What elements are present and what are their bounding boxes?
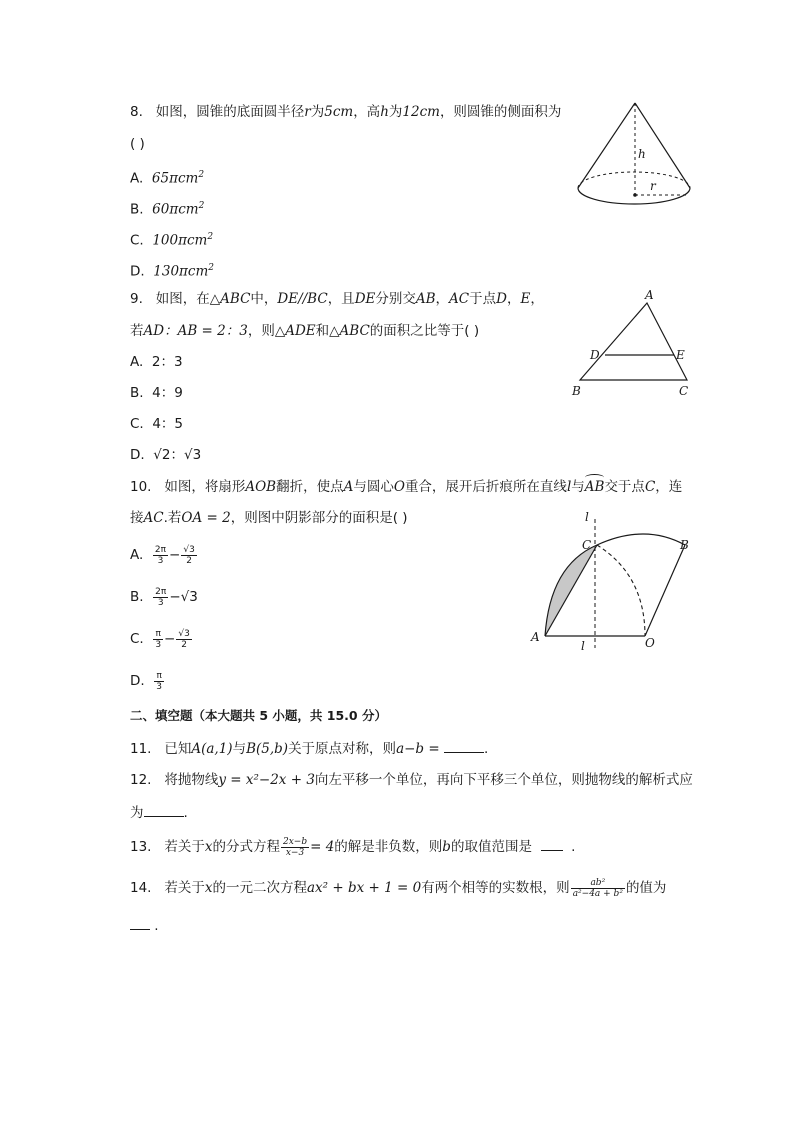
q14-answer-blank[interactable] [130, 916, 150, 930]
q9-text: ，且 [327, 291, 355, 307]
q10-option-c[interactable] [130, 628, 193, 650]
fraction-den: 3 [155, 639, 162, 650]
label-o: O [645, 636, 655, 650]
cone-center-dot [633, 193, 637, 197]
option-label: C. [130, 232, 144, 249]
q9-math: △ADE [274, 323, 316, 339]
q9-math: AC [449, 291, 470, 307]
fraction [176, 629, 191, 650]
q9-math: △ABC [209, 291, 251, 307]
q13-stem [130, 835, 575, 859]
fraction-den: 3 [157, 597, 164, 608]
label-h: h [638, 147, 646, 161]
q9-text: ， [506, 291, 521, 307]
q8-option-b[interactable] [130, 197, 204, 219]
q11-text: 关于原点对称，则 [288, 741, 397, 757]
fraction [154, 671, 164, 692]
fraction-den: 2 [181, 639, 187, 650]
q10-math: AOB [245, 479, 277, 495]
option-value: 100πcm [152, 232, 208, 249]
option-value: 4：5 [152, 416, 183, 432]
cone-edge-left [578, 103, 635, 188]
q10-number: 10. [130, 479, 152, 495]
q10-math: O [393, 479, 405, 495]
q8-option-d[interactable] [130, 259, 214, 281]
q9-text: 如图，在 [155, 291, 210, 307]
q11-text: 已知 [164, 741, 192, 757]
triangle-abc [580, 303, 687, 380]
operator: − [164, 631, 176, 647]
q8-text: 为 [388, 104, 403, 120]
folded-arc [597, 545, 645, 636]
triangle-figure [565, 285, 700, 400]
q10-option-b[interactable] [130, 586, 198, 608]
fraction-num: ab² [571, 878, 625, 889]
cone-figure [570, 95, 700, 220]
q9-text: 和 [315, 323, 330, 339]
option-label: B. [130, 385, 144, 401]
option-value: 4：9 [152, 385, 183, 401]
q11-number: 11. [130, 741, 152, 757]
q9-text: 于点 [469, 291, 497, 307]
q12-stem-line1 [130, 771, 693, 789]
sector-figure [525, 505, 700, 655]
q13-text: 的解是非负数，则 [334, 839, 443, 855]
option-value: 130πcm [153, 263, 209, 280]
q9-math: E [520, 291, 531, 307]
q11-math: B(5,b) [246, 741, 289, 757]
q13-math: b [442, 839, 451, 855]
q8-h-value: 12cm [402, 104, 440, 120]
q10-text: 翻折，使点 [276, 479, 344, 495]
q13-text: . [571, 839, 576, 855]
q10-text: 如图，将扇形 [164, 479, 246, 495]
option-label: C. [130, 631, 144, 647]
label-a: A [645, 288, 654, 302]
fraction-den: 3 [157, 555, 164, 566]
q8-var-h: h [380, 104, 389, 120]
q12-text: . [183, 805, 188, 821]
q10-math: C [644, 479, 656, 495]
q9-math: D [496, 291, 507, 307]
label-b: B [572, 384, 581, 398]
q14-math: ax² + bx + 1 = 0 [306, 880, 422, 896]
q11-text: . [483, 741, 489, 757]
q13-text: 若关于 [164, 839, 205, 855]
q10-text: 重合，展开后折痕所在直线 [404, 479, 567, 495]
fraction-num: π [154, 671, 164, 682]
q9-math: AD：AB = 2：3 [143, 323, 248, 339]
q11-math: A(a,1) [191, 741, 233, 757]
option-exponent: 2 [198, 201, 205, 211]
q9-stem-line1 [130, 290, 544, 308]
option-value: 60πcm [152, 201, 199, 218]
q8-paren: ( ) [130, 136, 145, 152]
q8-text: 为 [310, 104, 325, 120]
operator: − [169, 547, 181, 563]
option-label: C. [130, 416, 144, 432]
label-d: D [590, 348, 600, 362]
fraction [571, 878, 625, 899]
q9-option-c[interactable] [130, 415, 183, 433]
fraction-num: 2x−b [282, 836, 308, 847]
fraction [153, 587, 168, 608]
label-a: A [531, 630, 540, 644]
fraction [181, 545, 196, 566]
q8-r-value: 5cm [324, 104, 354, 120]
q10-arc-ab: AB [584, 479, 605, 495]
q14-text: 若关于 [164, 880, 205, 896]
q10-math: A [343, 479, 354, 495]
q9-option-d[interactable] [130, 446, 201, 464]
q12-math: y = x²−2x + 3 [218, 772, 315, 788]
q12-text: 向左平移一个单位，再向下平移三个单位，则抛物线的解析式应 [314, 772, 693, 788]
option-label: A. [130, 354, 144, 370]
q10-text: ，连 [655, 479, 683, 495]
option-label: A. [130, 170, 144, 187]
q8-text: ，则圆锥的侧面积为 [439, 104, 562, 120]
q13-math: x [204, 839, 213, 855]
q13-math: = 4 [310, 839, 335, 855]
label-c: C [582, 538, 592, 552]
q8-stem [130, 103, 561, 121]
q9-number: 9. [130, 291, 143, 307]
q8-text: 如图，圆锥的底面圆半径 [155, 104, 305, 120]
fraction-den: a²−4a + b² [572, 888, 623, 899]
q11-text: 与 [232, 741, 247, 757]
q14-math: x [204, 880, 213, 896]
option-value: 65πcm [151, 170, 199, 187]
label-r: r [650, 179, 656, 193]
q8-number: 8. [130, 104, 143, 120]
fraction-num: 2π [154, 544, 167, 555]
q12-text: 为 [130, 805, 144, 821]
q12-text: 将抛物线 [164, 772, 219, 788]
option-label: D. [130, 447, 145, 463]
section-title: 二、填空题（本大题共 5 小题，共 15.0 分） [130, 708, 387, 723]
q9-text: ，则 [247, 323, 275, 339]
q13-number: 13. [130, 839, 152, 855]
segment-ob [645, 545, 685, 636]
fraction-den: x−3 [285, 847, 305, 858]
cone-base-back [578, 172, 690, 188]
q13-text: 的分式方程 [212, 839, 280, 855]
q14-text: 的值为 [625, 880, 667, 896]
q12-stem-line2 [130, 803, 188, 822]
fraction-num: π [153, 629, 163, 640]
q13-answer-blank[interactable] [541, 837, 563, 851]
option-exponent: 2 [208, 263, 215, 273]
q13-text: 的取值范围是 [450, 839, 532, 855]
q9-text: 的面积之比等于( ) [369, 323, 480, 339]
q10-text: 与 [571, 479, 585, 495]
q11-math: a−b = [396, 741, 440, 757]
q9-math: △ABC [329, 323, 370, 339]
fraction [153, 629, 163, 650]
q14-number: 14. [130, 880, 152, 896]
q9-text: ， [530, 291, 544, 307]
q8-option-c[interactable] [130, 228, 213, 250]
option-exponent: 2 [198, 170, 205, 180]
cone-edge-right [635, 103, 690, 188]
chord-ac [545, 545, 597, 636]
q12-answer-blank[interactable] [144, 803, 184, 817]
fraction-den: 2 [186, 555, 192, 566]
q8-option-a[interactable] [130, 166, 204, 188]
q10-math: AC [143, 510, 164, 526]
fraction-num: √3 [183, 544, 195, 555]
option-label: D. [130, 673, 145, 689]
q12-number: 12. [130, 772, 152, 788]
q14-text: 的一元二次方程 [212, 880, 307, 896]
q9-option-a[interactable] [130, 353, 183, 371]
q10-text: 若 [167, 510, 182, 526]
q10-math: OA = 2 [181, 510, 231, 526]
q10-text: 接 [130, 510, 144, 526]
option-label: A. [130, 547, 144, 563]
label-e: E [676, 348, 685, 362]
q10-text: 交于点 [604, 479, 645, 495]
q8-var-r: r [304, 104, 311, 120]
q9-math: AB [415, 291, 436, 307]
q9-math: DE [354, 291, 376, 307]
option-label: D. [130, 263, 145, 280]
q9-option-b[interactable] [130, 384, 183, 402]
q11-stem [130, 739, 488, 758]
q10-text: ，则图中阴影部分的面积是( ) [230, 510, 408, 526]
fraction-num: 2π [155, 586, 167, 597]
label-c: C [679, 384, 689, 398]
q14-stem-line1 [130, 876, 666, 900]
q8-text: ，高 [353, 104, 381, 120]
option-exponent: 2 [207, 232, 214, 242]
q14-text: . [154, 918, 159, 934]
q9-text: ， [435, 291, 450, 307]
label-b: B [680, 538, 689, 552]
q14-stem-line2 [130, 916, 159, 935]
q10-option-a[interactable] [130, 544, 198, 566]
fraction [281, 837, 309, 858]
q9-math: DE//BC [277, 291, 328, 307]
arc-cb [597, 534, 685, 545]
label-l-bottom: l [581, 639, 585, 653]
fraction-num: √3 [178, 628, 190, 639]
q9-text: 若 [130, 323, 144, 339]
q10-stem-line2: 接AC.若OA = 2，则图中阴影部分的面积是( ) [130, 510, 408, 526]
option-label: B. [130, 201, 144, 218]
operator: −√3 [169, 589, 198, 605]
q10-math: l [566, 479, 572, 495]
q10-stem-line1 [130, 478, 682, 496]
q14-text: 有两个相等的实数根，则 [421, 880, 570, 896]
q9-text: 分别交 [375, 291, 416, 307]
q9-stem-line2 [130, 322, 479, 340]
option-value: 2：3 [151, 354, 183, 370]
q10-text: 与圆心 [353, 479, 394, 495]
option-value: √2：√3 [153, 447, 202, 463]
q10-option-d[interactable] [130, 670, 165, 692]
option-label: B. [130, 589, 144, 605]
fraction [153, 545, 168, 566]
q11-answer-blank[interactable] [444, 739, 484, 753]
label-l-top: l [585, 510, 589, 524]
fraction-den: 3 [156, 681, 163, 692]
q9-text: 中， [250, 291, 278, 307]
